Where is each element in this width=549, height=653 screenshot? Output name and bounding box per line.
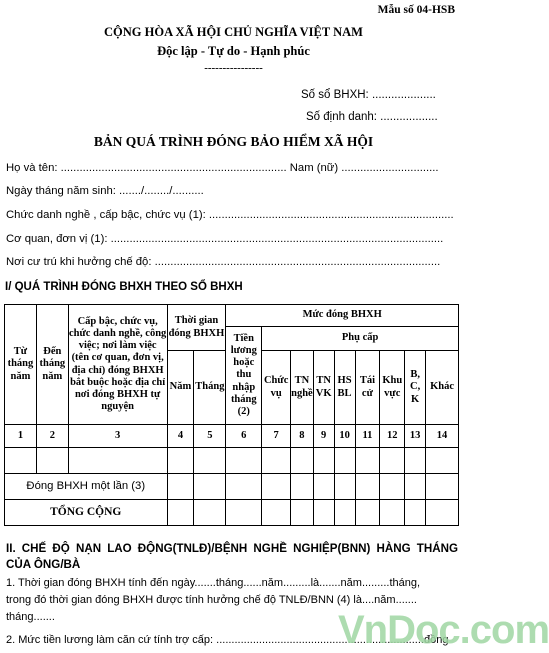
col-number: 9 (313, 425, 334, 448)
motto-divider: ---------------- (204, 62, 263, 74)
field-co-quan: Cơ quan, đơn vị (1): .......................................................................................................... (6, 233, 444, 245)
header-khu-vuc: Khu vực (380, 351, 405, 425)
field-ho-ten: Họ và tên: ........................................................................ Nam (nữ) ............................... (6, 162, 439, 174)
header-tu-thang: Từ tháng năm (5, 305, 37, 425)
header-hs-bl: HS BL (334, 351, 355, 425)
so-bhxh: Số sổ BHXH: .................... (301, 89, 436, 101)
header-thang: Tháng (194, 351, 226, 425)
watermark-logo: VnDoc.com (338, 608, 549, 652)
field-noi-cu-tru: Nơi cư trú khi hưởng chế độ: ........................................................................................... (6, 256, 441, 268)
col-number: 8 (291, 425, 314, 448)
col-number: 3 (68, 425, 167, 448)
header-chuc-vu: Chức vụ (262, 351, 291, 425)
col-number: 4 (167, 425, 194, 448)
row-mot-lan-label: Đóng BHXH một lần (3) (5, 474, 168, 500)
header-tn-vk: TN VK (313, 351, 334, 425)
para1-line1: 1. Thời gian đóng BHXH tính đến ngày.......tháng......năm.........là.......năm.........tháng, (6, 577, 421, 589)
col-number: 7 (262, 425, 291, 448)
col-number: 6 (226, 425, 262, 448)
motto: Độc lập - Tự do - Hạnh phúc (157, 44, 310, 58)
col-number: 2 (36, 425, 68, 448)
nation-header: CỘNG HÒA XÃ HỘI CHỦ NGHĨA VIỆT NAM (104, 25, 363, 39)
header-tai-cu: Tái cử (355, 351, 380, 425)
col-number: 13 (405, 425, 426, 448)
table-row-tong-cong (5, 500, 459, 526)
col-number: 10 (334, 425, 355, 448)
para2: 2. Mức tiền lương làm căn cứ tính trợ cấp: ....................................................................đồng (6, 634, 449, 646)
field-chuc-danh: Chức danh nghề , cấp bậc, chức vụ (1): .............................................................................. (6, 209, 454, 221)
header-den-thang: Đến tháng năm (36, 305, 68, 425)
para1-line2: trong đó thời gian đóng BHXH được tính hưởng chế độ TNLĐ/BNN (4) là....năm....... (6, 594, 417, 606)
field-ngay-sinh: Ngày tháng năm sinh: ......./......../.......... (6, 185, 204, 197)
header-tien-luong: Tiền lương hoặc thu nhập tháng (2) (226, 327, 262, 425)
table-row-mot-lan (5, 474, 459, 500)
contribution-table (4, 304, 459, 526)
table-row (5, 448, 459, 474)
col-number: 5 (194, 425, 226, 448)
header-thoi-gian: Thời gian đóng BHXH (167, 305, 226, 351)
para1-line3: tháng....... (6, 611, 55, 623)
so-dinh-danh: Số định danh: .................. (306, 111, 438, 123)
col-number: 11 (355, 425, 380, 448)
col-number: 1 (5, 425, 37, 448)
section2-title: II. CHẾ ĐỘ NẠN LAO ĐỘNG(TNLĐ)/BỆNH NGHỀ NGHIỆP(BNN) HÀNG THÁNG CỦA ÔNG/BÀ (6, 542, 458, 571)
header-khac: Khác (426, 351, 459, 425)
header-tn-nghe: TN nghề (291, 351, 314, 425)
col-number: 12 (380, 425, 405, 448)
header-nam: Năm (167, 351, 194, 425)
row-tong-cong-label: TỔNG CỘNG (5, 500, 168, 526)
form-number: Mẫu số 04-HSB (377, 4, 455, 16)
document-title: BẢN QUÁ TRÌNH ĐÓNG BẢO HIỂM XÃ HỘI (93, 134, 374, 149)
header-phu-cap: Phụ cấp (262, 327, 459, 351)
section1-title: I/ QUÁ TRÌNH ĐÓNG BHXH THEO SỔ BHXH (5, 281, 243, 293)
header-muc-dong: Mức đóng BHXH (226, 305, 459, 327)
header-cap-bac: Cấp bậc, chức vụ, chức danh nghề, công việc; nơi làm việc (tên cơ quan, đơn vị, địa chỉ) đóng BHXH bắt buộc hoặc địa chỉ nơi đóng BHXH tự nguyện (68, 305, 167, 425)
header-bck: B, C, K (405, 351, 426, 425)
col-number: 14 (426, 425, 459, 448)
